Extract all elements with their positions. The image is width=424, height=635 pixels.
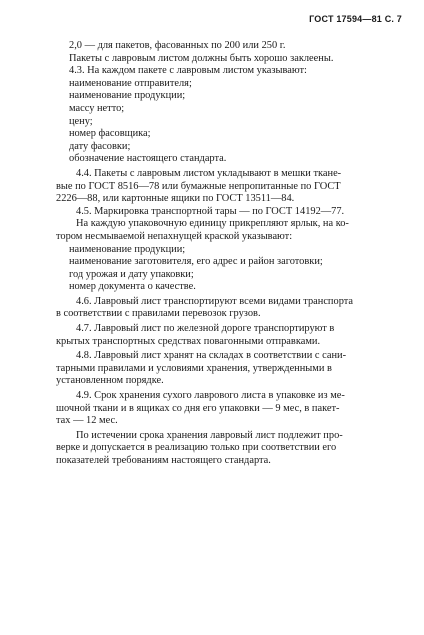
text-line: 2,0 — для пакетов, фасованных по 200 или 250 г.: [69, 40, 286, 51]
text-line: показателей требованиям настоящего стандарта.: [56, 455, 271, 466]
text-line: На каждую упаковочную единицу прикрепляют ярлык, на ко-: [76, 218, 349, 230]
text-line: наименование продукции;: [69, 90, 186, 102]
text-line: 2226—88, или картонные ящики по ГОСТ 13511—84.: [56, 193, 295, 205]
text-line: обозначение настоящего стандарта.: [69, 153, 227, 165]
text-line: наименование заготовителя, его адрес и район заготовки;: [69, 256, 323, 268]
text-line: наименование продукции;: [69, 243, 186, 255]
document-body: [56, 40, 404, 468]
text-line: 4.6. Лавровый лист транспортируют всеми видами транспорта: [76, 295, 354, 307]
text-line: дату фасовки;: [69, 140, 131, 152]
text-line: верке и допускается в реализацию только при соответствии его: [56, 442, 337, 454]
text-line: 4.3. На каждом пакете с лавровым листом указывают:: [69, 65, 307, 77]
text-line: номер фасовщика;: [69, 128, 151, 140]
text-line: шочной ткани и в ящиках со дня его упаковки — 9 мес, в пакет-: [56, 402, 340, 414]
text-line: цену;: [69, 115, 93, 127]
text-line: По истечении срока хранения лавровый лист подлежит про-: [76, 429, 343, 441]
text-line: тах — 12 мес.: [56, 415, 118, 427]
text-line: наименование отправителя;: [69, 77, 192, 89]
text-line: номер документа о качестве.: [69, 281, 196, 293]
text-line: Пакеты с лавровым листом должны быть хорошо заклеены.: [69, 52, 334, 64]
text-line: вые по ГОСТ 8516—78 или бумажные непропитанные по ГОСТ: [56, 180, 341, 192]
page-header: ГОСТ 17594—81 С. 7: [309, 14, 402, 24]
text-line: тарными правилами и условиями хранения, утвержденными в: [56, 362, 332, 374]
text-line: год урожая и дату упаковки;: [69, 268, 194, 280]
text-line: 4.8. Лавровый лист хранят на складах в соответствии с сани-: [76, 350, 347, 362]
text-line: 4.4. Пакеты с лавровым листом укладывают в мешки ткане-: [76, 167, 342, 179]
text-line: в соответствии с правилами перевозок грузов.: [56, 308, 261, 320]
text-line: 4.9. Срок хранения сухого лаврового листа в упаковке из ме-: [76, 390, 345, 402]
text-line: установленном порядке.: [56, 375, 164, 387]
text-line: крытых транспортных средствах повагонными отправками.: [56, 335, 321, 347]
text-line: 4.7. Лавровый лист по железной дороге транспортируют в: [76, 323, 335, 335]
text-line: массу нетто;: [69, 102, 125, 114]
text-line: тором несмываемой непахнущей краской указывают:: [56, 230, 293, 242]
text-line: 4.5. Маркировка транспортной тары — по ГОСТ 14192—77.: [76, 205, 345, 217]
